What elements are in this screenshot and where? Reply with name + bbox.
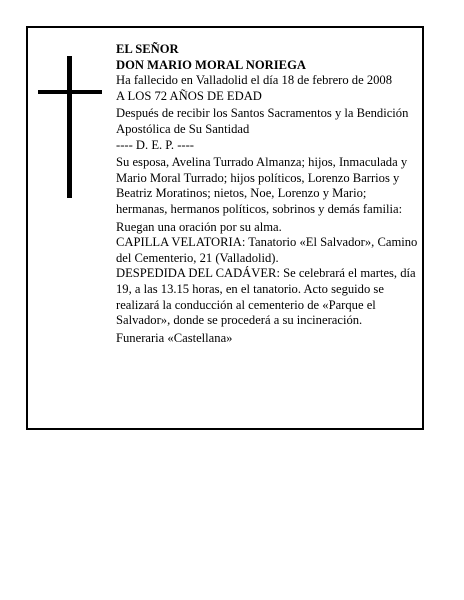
passing-statement: Ha fallecido en Valladolid el día 18 de febrero de 2008: [116, 73, 393, 88]
sacraments-statement: Después de recibir los Santos Sacramentos y la Bendición Apostólica de Su Santidad: [116, 106, 409, 136]
family-statement: Su esposa, Avelina Turrado Almanza; hijos, Inmaculada y Mario Moral Turrado; hijos políticos, Lorenzo Barrios y Beatriz Moratinos; nietos, Noe, Lorenzo y Mario; hermanas, hermanos políticos, sobrinos y demás familia:: [116, 155, 408, 216]
obituary-notice: [26, 26, 424, 430]
cross-vertical-bar: [67, 56, 72, 198]
latin-cross-icon: [38, 56, 102, 198]
age-statement: A LOS 72 AÑOS DE EDAD: [116, 88, 262, 103]
farewell-info: DESPEDIDA DEL CADÁVER: Se celebrará el martes, día 19, a las 13.15 horas, en el tanatorio. Acto seguido se realizará la conducción al cementerio de «Parque el Salvador», donde se procederá a su incineración.: [116, 266, 416, 328]
cross-horizontal-bar: [38, 90, 102, 94]
obituary-text: [116, 42, 420, 346]
deceased-name: DON MARIO MORAL NORIEGA: [116, 57, 306, 72]
chapel-info: CAPILLA VELATORIA: Tanatorio «El Salvador», Camino del Cementerio, 21 (Valladolid).: [116, 235, 418, 265]
dep-line: ---- D. E. P. ----: [116, 137, 194, 152]
prayer-request: Ruegan una oración por su alma.: [116, 219, 282, 234]
funeral-home: Funeraria «Castellana»: [116, 330, 233, 345]
notice-title: EL SEÑOR: [116, 42, 179, 56]
